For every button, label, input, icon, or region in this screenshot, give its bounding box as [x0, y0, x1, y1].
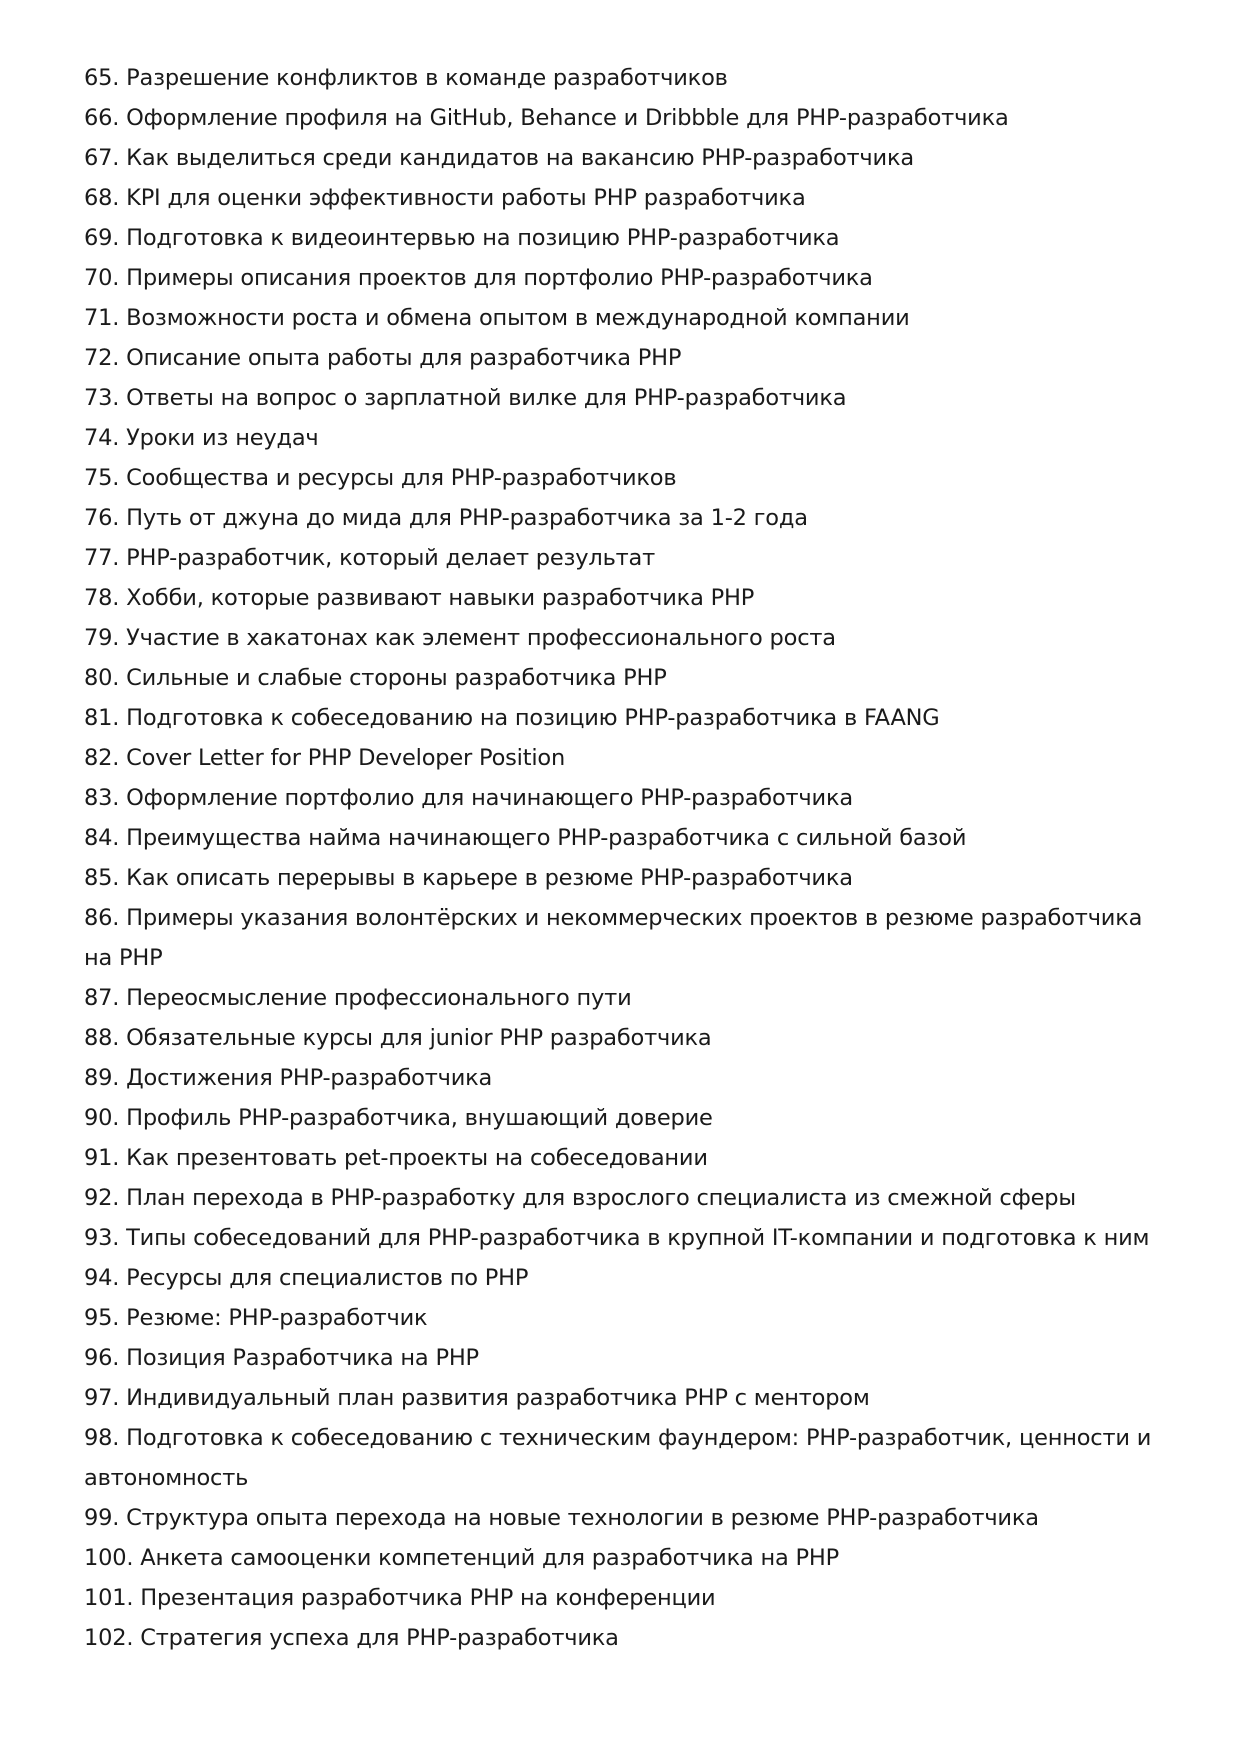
list-item: 89. Достижения PHP-разработчика [84, 1065, 493, 1091]
list-item: 85. Как описать перерывы в карьере в резюме PHP-разработчика [84, 865, 853, 891]
list-item: 74. Уроки из неудач [84, 425, 319, 451]
list-item: 92. План перехода в PHP-разработку для взрослого специалиста из смежной сферы [84, 1185, 1076, 1211]
list-item: 84. Преимущества найма начинающего PHP-разработчика с сильной базой [84, 825, 967, 851]
list-item: 80. Сильные и слабые стороны разработчика PHP [84, 665, 667, 691]
list-item: 98. Подготовка к собеседованию с техническим фаундером: PHP-разработчик, ценности и автономность [84, 1425, 1152, 1491]
list-item: 68. KPI для оценки эффективности работы PHP разработчика [84, 185, 806, 211]
list-item: 77. PHP-разработчик, который делает результат [84, 545, 656, 571]
list-item: 75. Сообщества и ресурсы для PHP-разработчиков [84, 465, 677, 491]
list-item: 78. Хобби, которые развивают навыки разработчика PHP [84, 585, 755, 611]
list-item: 81. Подготовка к собеседованию на позицию PHP-разработчика в FAANG [84, 705, 940, 731]
list-item: 70. Примеры описания проектов для портфолио PHP-разработчика [84, 265, 873, 291]
list-item: 101. Презентация разработчика PHP на конференции [84, 1585, 716, 1611]
list-item: 73. Ответы на вопрос о зарплатной вилке для PHP-разработчика [84, 385, 847, 411]
list-item: 79. Участие в хакатонах как элемент профессионального роста [84, 625, 836, 651]
list-item: 65. Разрешение конфликтов в команде разработчиков [84, 65, 728, 91]
list-item: 67. Как выделиться среди кандидатов на вакансию PHP-разработчика [84, 145, 914, 171]
list-item: 66. Оформление профиля на GitHub, Behance и Dribbble для PHP-разработчика [84, 105, 1009, 131]
list-item: 94. Ресурсы для специалистов по PHP [84, 1265, 529, 1291]
list-item: 95. Резюме: PHP-разработчик [84, 1305, 428, 1331]
list-item: 91. Как презентовать pet-проекты на собеседовании [84, 1145, 708, 1171]
list-item: 69. Подготовка к видеоинтервью на позицию PHP-разработчика [84, 225, 840, 251]
topic-list [84, 58, 1164, 1658]
list-item: 76. Путь от джуна до мида для PHP-разработчика за 1-2 года [84, 505, 808, 531]
list-item: 71. Возможности роста и обмена опытом в международной компании [84, 305, 910, 331]
list-item: 99. Структура опыта перехода на новые технологии в резюме PHP-разработчика [84, 1505, 1039, 1531]
list-item: 83. Оформление портфолио для начинающего PHP-разработчика [84, 785, 853, 811]
list-item: 97. Индивидуальный план развития разработчика PHP с ментором [84, 1385, 870, 1411]
list-item: 90. Профиль PHP-разработчика, внушающий доверие [84, 1105, 713, 1131]
list-item: 87. Переосмысление профессионального пути [84, 985, 632, 1011]
list-item: 102. Стратегия успеха для PHP-разработчика [84, 1625, 619, 1651]
list-item: 86. Примеры указания волонтёрских и некоммерческих проектов в резюме разработчика на PHP [84, 905, 1143, 971]
list-item: 96. Позиция Разработчика на PHP [84, 1345, 479, 1371]
list-item: 82. Cover Letter for PHP Developer Position [84, 745, 566, 771]
list-item: 93. Типы собеседований для PHP-разработчика в крупной IT-компании и подготовка к ним [84, 1225, 1150, 1251]
list-item: 72. Описание опыта работы для разработчика PHP [84, 345, 682, 371]
list-item: 88. Обязательные курсы для junior PHP разработчика [84, 1025, 712, 1051]
list-item: 100. Анкета самооценки компетенций для разработчика на PHP [84, 1545, 840, 1571]
